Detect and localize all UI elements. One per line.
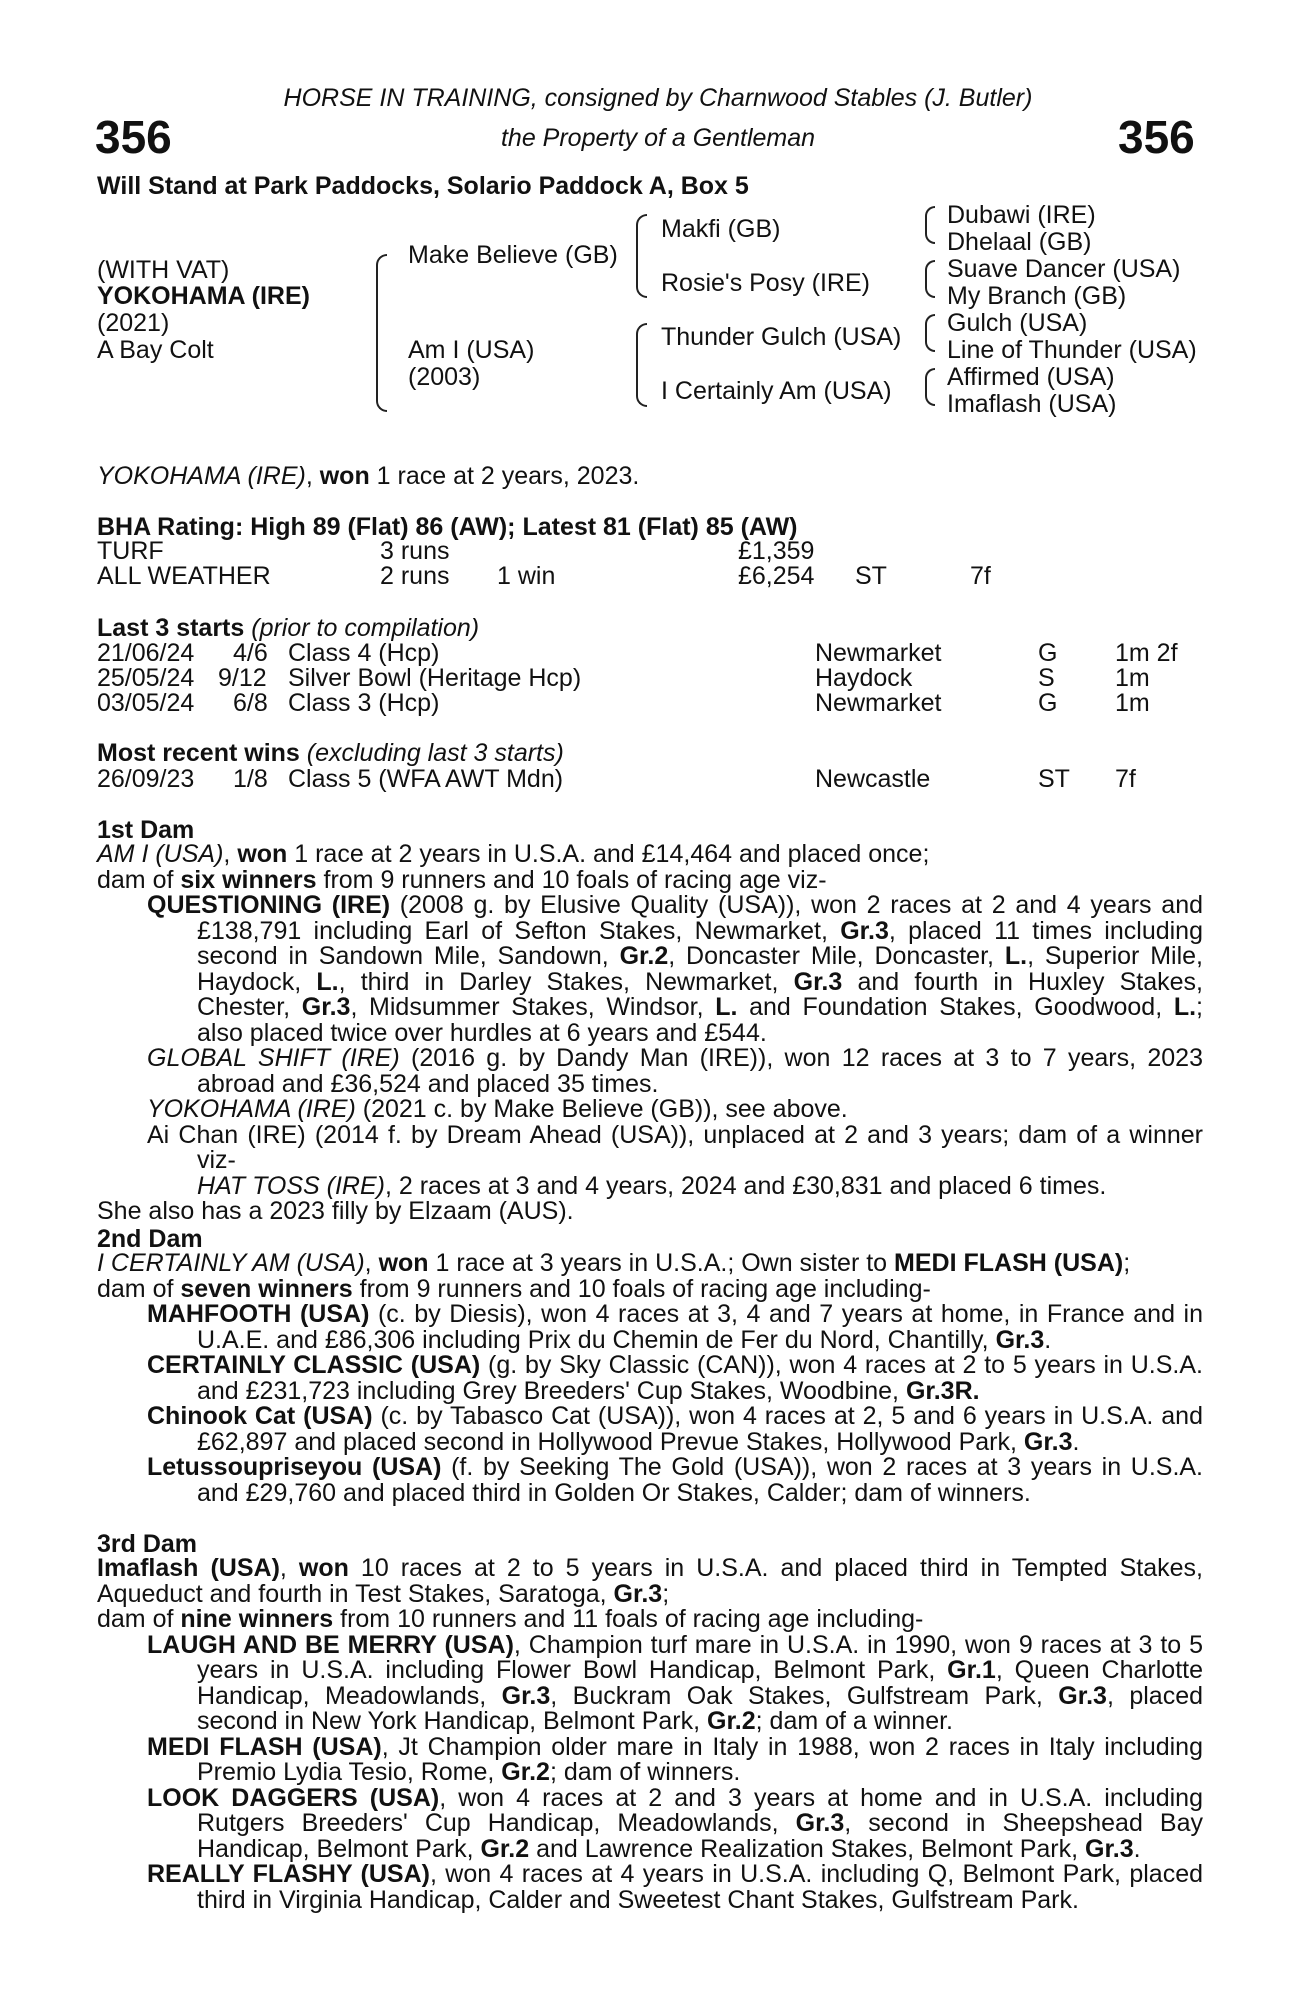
start-position: 9/12: [218, 664, 267, 692]
last-starts-heading: [97, 615, 479, 641]
start-course: Haydock: [815, 664, 913, 692]
produce-yokohama: [97, 1097, 1203, 1123]
win-going: ST: [1038, 765, 1070, 793]
dam1-record: 1 race at 2 years in U.S.A. and £14,464 and placed once;: [287, 840, 930, 868]
produce-laugh-and-be-merry: [97, 1630, 1204, 1735]
produce-name: LAUGH AND BE MERRY (USA): [147, 1630, 514, 1659]
grade: Gr.2: [619, 942, 669, 970]
recent-wins-note: (excluding last 3 starts): [299, 739, 564, 767]
produce-text: , Superior Mile, Haydock,: [197, 942, 1203, 996]
dam2-record: 1 race at 3 years in U.S.A.; Own sister to: [428, 1249, 895, 1277]
win-date: 26/09/23: [97, 765, 195, 793]
produce-name: CERTAINLY CLASSIC (USA): [147, 1351, 481, 1379]
start-going: S: [1038, 664, 1055, 692]
race-summary: YOKOHAMA (IRE), won 1 race at 2 years, 2023.: [97, 462, 640, 490]
rating-runs: 2 runs: [380, 562, 450, 590]
win-race: Class 5 (WFA AWT Mdn): [288, 765, 564, 793]
produce-text: , Buckram Oak Stakes, Gulfstream Park,: [550, 1681, 1059, 1710]
grade: L.: [1173, 993, 1197, 1021]
rating-runs: 3 runs: [380, 537, 450, 565]
produce-text: , placed second in New York Handicap, Belmont Park,: [197, 1681, 1203, 1735]
dam1-runners: from 9 runners and 10 foals of racing age viz-: [316, 865, 827, 894]
last-starts-title: Last 3 starts: [97, 614, 245, 642]
produce-text: , Jt Champion older mare in Italy in 1988, won 2 races in Italy including Premio Lydia Tesio, Rome,: [197, 1732, 1203, 1786]
dam3-section: Imaflash (USA), won 10 races at 2 to 5 years in U.S.A. and placed third in Tempted Stakes, Aqueduct and fourth in Test Stakes, Saratoga, Gr.3; dam of nine winners from 10 runners and 11 foals of racing age including- LAUGH AND BE MERRY (USA), Champion turf mare in U.S.A. in 1990, won 9 races at 3 to 5 years in U.S.A. including Flower Bowl Handicap, Belmont Park, Gr.1, Queen Charlotte Handicap, Meadowlands, Gr.3, Buckram Oak Stakes, Gulfstream Park, Gr.3, placed second in New York Handicap, Belmont Park, Gr.2; dam of a winner. MEDI FLASH (USA), Jt Champion older mare in Italy in 1988, won 2 races in Italy including Premio Lydia Tesio, Rome, Gr.2; dam of winners. LOOK DAGGERS (USA), won 4 races at 2 and 3 years at home and in U.S.A. including Rutgers Breeders' Cup Handicap, Meadowlands, Gr.3, second in Sheepshead Bay Handicap, Belmont Park, Gr.2 and Lawrence Realization Stakes, Belmont Park, Gr.3. REALLY FLASHY (USA), won 4 races at 4 years in U.S.A. including Q, Belmont Park, placed third in Virginia Handicap, Calder and Sweetest Chant Stakes, Gulfstream Park.: [97, 1554, 1204, 1914]
grade: Gr.3: [301, 993, 351, 1021]
sds: Suave Dancer (USA): [947, 255, 1181, 283]
produce-name: QUESTIONING (IRE): [147, 891, 391, 919]
punct: ;: [662, 1579, 670, 1608]
win-position: 1/8: [233, 765, 268, 793]
start-date: 21/06/24: [97, 639, 195, 667]
produce-text: , placed 11 times including second in Sandown Mile, Sandown,: [197, 916, 1203, 970]
produce-text: (2008 g. by Elusive Quality (USA)), won 2 races at 2 and 4 years and £138,791 including Earl of Sefton Stakes, Newmarket,: [197, 891, 1203, 945]
produce-look-daggers: [97, 1783, 1203, 1863]
start-race: Silver Bowl (Heritage Hcp): [288, 664, 582, 692]
recent-wins-heading: [97, 740, 564, 766]
produce-name: Chinook Cat (USA): [147, 1402, 373, 1430]
horse-year: (2021): [97, 309, 170, 337]
dsd: Line of Thunder (USA): [947, 336, 1197, 364]
grade: Gr.3: [1023, 1427, 1073, 1456]
produce-text: and Lawrence Realization Stakes, Belmont Park,: [529, 1834, 1085, 1863]
dam2-heading: 2nd Dam: [97, 1225, 203, 1253]
grade: Gr.3: [840, 916, 889, 945]
rating-surface: ALL WEATHER: [97, 562, 271, 590]
dam2-winners: seven winners: [180, 1274, 353, 1303]
produce-text: , Doncaster Mile, Doncaster,: [668, 942, 1005, 970]
produce-text: (f. by Seeking The Gold (USA)), won 2 races at 3 years in U.S.A. and £29,760 and placed third in Golden Or Stakes, Calder; dam of winners.: [197, 1453, 1204, 1507]
produce-text: , second in Sheepshead Bay Handicap, Belmont Park,: [197, 1809, 1203, 1863]
dam1-dam-of: dam of: [97, 865, 181, 894]
pedigree-bracket-3d: [925, 368, 935, 406]
grade: Gr.3: [795, 1809, 845, 1837]
grade: Gr.3: [793, 967, 843, 996]
summary-name: YOKOHAMA (IRE): [97, 462, 306, 490]
grade: L.: [1004, 942, 1028, 970]
produce-global-shift: [97, 1046, 1203, 1097]
grade: Gr.3: [995, 1325, 1045, 1354]
produce-text: , Queen Charlotte Handicap, Meadowlands,: [197, 1656, 1203, 1710]
produce-name: YOKOHAMA (IRE): [147, 1095, 356, 1123]
sire-name: Make Believe (GB): [408, 241, 618, 269]
start-distance: 1m 2f: [1115, 639, 1178, 667]
dam-name: Am I (USA): [408, 336, 535, 364]
dam3-name: Imaflash (USA): [97, 1554, 280, 1582]
start-distance: 1m: [1115, 689, 1150, 717]
produce-text: ; dam of a winner.: [755, 1707, 953, 1735]
produce-chinook-cat: [97, 1404, 1203, 1455]
dds: Affirmed (USA): [947, 363, 1115, 391]
dam2-name: I CERTAINLY AM (USA): [97, 1249, 365, 1277]
produce-name: GLOBAL SHIFT (IRE): [147, 1044, 400, 1072]
produce-text: (c. by Diesis), won 4 races at 3, 4 and 7 years at home, in France and in U.A.E. and £86,306 including Prix du Chemin de Fer du Nord, Chantilly,: [197, 1300, 1203, 1354]
produce-text: (2021 c. by Make Believe (GB)), see above.: [355, 1095, 848, 1123]
start-course: Newmarket: [815, 689, 942, 717]
punct: ;: [1123, 1249, 1131, 1277]
pedigree-bracket-2a: [636, 214, 647, 298]
produce-medi-flash: [97, 1732, 1203, 1786]
produce-text: , 2 races at 3 and 4 years, 2024 and £30,831 and placed 6 times.: [384, 1171, 1107, 1200]
grade: Gr.2: [480, 1834, 530, 1863]
consignor-line: HORSE IN TRAINING, consigned by Charnwood Stables (J. Butler): [283, 84, 1033, 112]
produce-text: , Champion turf mare in U.S.A. in 1990, won 9 races at 3 to 5 years in U.S.A. including Flower Bowl Handicap, Belmont Park,: [197, 1630, 1204, 1684]
last-starts-note: (prior to compilation): [244, 614, 480, 642]
lot-number-left: 356: [95, 111, 172, 163]
produce-questioning: [97, 893, 1203, 1046]
win-course: Newcastle: [815, 765, 931, 793]
start-date: 03/05/24: [97, 689, 195, 717]
produce-text: (g. by Sky Classic (CAN)), won 4 races at 2 to 5 years in U.S.A. and £231,723 including Grey Breeders' Cup Stakes, Woodbine,: [197, 1351, 1203, 1405]
produce-text: (2016 g. by Dandy Man (IRE)), won 12 races at 3 to 7 years, 2023 abroad and £36,524 and placed 35 times.: [197, 1044, 1203, 1098]
dss: Gulch (USA): [947, 309, 1088, 337]
dam2-dam-of: dam of: [97, 1274, 181, 1303]
start-going: G: [1038, 639, 1058, 667]
grade: L.: [715, 993, 738, 1021]
produce-text: ; dam of winners.: [549, 1758, 741, 1786]
start-race: Class 3 (Hcp): [288, 689, 440, 717]
punct: .: [1072, 1427, 1080, 1456]
produce-certainly-classic: [97, 1353, 1203, 1404]
produce-text: and fourth in Huxley Stakes, Chester,: [197, 967, 1203, 1021]
produce-ai-chan: [97, 1120, 1203, 1200]
start-course: Newmarket: [815, 639, 942, 667]
horse-description: A Bay Colt: [97, 336, 214, 364]
location-line: Will Stand at Park Paddocks, Solario Paddock A, Box 5: [97, 172, 749, 200]
dam3-heading: 3rd Dam: [97, 1530, 198, 1558]
grade: Gr.2: [501, 1758, 550, 1786]
produce-name: MEDI FLASH (USA): [147, 1732, 382, 1761]
dam-dam: I Certainly Am (USA): [661, 377, 892, 405]
start-position: 4/6: [233, 639, 268, 667]
produce-name: HAT TOSS (IRE): [197, 1171, 385, 1200]
produce-text: , Midsummer Stakes, Windsor,: [350, 993, 716, 1021]
rating-distance: 7f: [970, 562, 991, 590]
produce-text: , won 4 races at 4 years in U.S.A. including Q, Belmont Park, placed third in Virginia Handicap, Calder and Sweetest Chant Stakes, Gulfstream Park.: [197, 1860, 1203, 1914]
produce-name: LOOK DAGGERS (USA): [147, 1783, 440, 1812]
grade: Gr.3: [613, 1579, 663, 1608]
punct: .: [1133, 1834, 1141, 1863]
produce-name: REALLY FLASHY (USA): [147, 1860, 430, 1888]
rating-surface: TURF: [97, 537, 164, 565]
horse-name: YOKOHAMA (IRE): [97, 282, 310, 310]
produce-mahfooth: [97, 1302, 1203, 1353]
dam-year: (2003): [408, 363, 481, 391]
pedigree-bracket-2b: [636, 323, 647, 407]
rating-prize: £1,359: [738, 537, 815, 565]
rating-wins: 1 win: [497, 562, 556, 590]
produce-text: Ai Chan (IRE) (2014 f. by Dream Ahead (USA)), unplaced at 2 and 3 years; dam of a winner viz-: [147, 1120, 1203, 1174]
produce-name: Letussoupriseyou (USA): [147, 1453, 442, 1481]
dam-sire: Thunder Gulch (USA): [661, 323, 902, 351]
produce-text: and Foundation Stakes, Goodwood,: [737, 993, 1174, 1021]
produce-text: , won 4 races at 2 and 3 years at home and in U.S.A. including Rutgers Breeders' Cup Handicap, Meadowlands,: [197, 1783, 1203, 1837]
ssd: Dhelaal (GB): [947, 228, 1092, 256]
win-distance: 7f: [1115, 765, 1136, 793]
grade: Gr.2: [707, 1707, 756, 1735]
dam3-runners: from 10 runners and 11 foals of racing age including-: [333, 1605, 924, 1633]
rating-prize: £6,254: [738, 562, 815, 590]
dam1-heading: 1st Dam: [97, 816, 195, 844]
grade: Gr.3: [1085, 1834, 1134, 1863]
ddd: Imaflash (USA): [947, 390, 1117, 418]
pedigree-bracket-1: [376, 254, 387, 412]
produce-text: (c. by Tabasco Cat (USA)), won 4 races at 2, 5 and 6 years in U.S.A. and £62,897 and placed second in Hollywood Prevue Stakes, Hollywood Park,: [197, 1402, 1203, 1456]
sss: Dubawi (IRE): [947, 201, 1096, 229]
dam2-won: won: [378, 1249, 429, 1277]
produce-really-flashy: [97, 1862, 1203, 1913]
pedigree-bracket-3a: [925, 206, 935, 244]
dam3-dam-of: dam of: [97, 1605, 181, 1633]
dam3-won: won: [298, 1554, 349, 1582]
dam3-record: 10 races at 2 to 5 years in U.S.A. and placed third in Tempted Stakes, Aqueduct and fourth in Test Stakes, Saratoga,: [97, 1554, 1203, 1608]
dam2-sister: MEDI FLASH (USA): [894, 1249, 1124, 1277]
pedigree-bracket-3c: [925, 314, 935, 352]
produce-name: MAHFOOTH (USA): [147, 1300, 370, 1328]
start-position: 6/8: [233, 689, 268, 717]
dam2-section: I CERTAINLY AM (USA), won 1 race at 3 years in U.S.A.; Own sister to MEDI FLASH (USA); dam of seven winners from 9 runners and 10 foals of racing age including- MAHFOOTH (USA) (c. by Diesis), won 4 races at 3, 4 and 7 years at home, in France and in U.A.E. and £86,306 including Prix du Chemin de Fer du Nord, Chantilly, Gr.3. CERTAINLY CLASSIC (USA) (g. by Sky Classic (CAN)), won 4 races at 2 to 5 years in U.S.A. and £231,723 including Grey Breeders' Cup Stakes, Woodbine, Gr.3R. Chinook Cat (USA) (c. by Tabasco Cat (USA)), won 4 races at 2, 5 and 6 years in U.S.A. and £62,897 and placed second in Hollywood Prevue Stakes, Hollywood Park, Gr.3. Letussoupriseyou (USA) (f. by Seeking The Gold (USA)), won 2 races at 3 years in U.S.A. and £29,760 and placed third in Golden Or Stakes, Calder; dam of winners.: [97, 1249, 1204, 1507]
summary-won: won: [319, 462, 370, 490]
lot-number-right: 356: [1118, 111, 1195, 163]
rating-going: ST: [855, 562, 887, 590]
sdd: My Branch (GB): [947, 282, 1127, 310]
dam2-runners: from 9 runners and 10 foals of racing age including-: [352, 1274, 931, 1303]
pedigree-bracket-3b: [925, 260, 935, 298]
rating-heading: BHA Rating: High 89 (Flat) 86 (AW); Latest 81 (Flat) 85 (AW): [97, 513, 798, 541]
grade: L.: [316, 967, 339, 996]
produce-text: , third in Darley Stakes, Newmarket,: [338, 967, 794, 996]
recent-wins-title: Most recent wins: [97, 739, 300, 767]
vat-note: (WITH VAT): [97, 256, 230, 284]
grade: Gr.3R.: [905, 1376, 980, 1405]
summary-rest: 1 race at 2 years, 2023.: [369, 462, 640, 490]
start-distance: 1m: [1115, 664, 1150, 692]
dam1-also-note: She also has a 2023 filly by Elzaam (AUS).: [97, 1197, 574, 1225]
produce-letussoupriseyou: [97, 1455, 1203, 1506]
start-going: G: [1038, 689, 1058, 717]
sire-sire: Makfi (GB): [661, 215, 781, 243]
start-race: Class 4 (Hcp): [288, 639, 440, 667]
sire-dam: Rosie's Posy (IRE): [661, 269, 870, 297]
dam1-name: AM I (USA): [97, 840, 224, 868]
punct: .: [1044, 1325, 1052, 1354]
property-line: the Property of a Gentleman: [500, 124, 816, 152]
dam1-section: AM I (USA), won 1 race at 2 years in U.S.A. and £14,464 and placed once; dam of six winners from 9 runners and 10 foals of racing age viz- QUESTIONING (IRE) (2008 g. by Elusive Quality (USA)), won 2 races at 2 and 4 years and £138,791 including Earl of Sefton Stakes, Newmarket, Gr.3, placed 11 times including second in Sandown Mile, Sandown, Gr.2, Doncaster Mile, Doncaster, L., Superior Mile, Haydock, L., third in Darley Stakes, Newmarket, Gr.3 and fourth in Huxley Stakes, Chester, Gr.3, Midsummer Stakes, Windsor, L. and Foundation Stakes, Goodwood, L.; also placed twice over hurdles at 6 years and £544. GLOBAL SHIFT (IRE) (2016 g. by Dandy Man (IRE)), won 12 races at 3 to 7 years, 2023 abroad and £36,524 and placed 35 times. YOKOHAMA (IRE) (2021 c. by Make Believe (GB)), see above. Ai Chan (IRE) (2014 f. by Dream Ahead (USA)), unplaced at 2 and 3 years; dam of a winner viz- HAT TOSS (IRE), 2 races at 3 and 4 years, 2024 and £30,831 and placed 6 times. She also has a 2023 filly by Elzaam (AUS).: [97, 840, 1203, 1225]
start-date: 25/05/24: [97, 664, 195, 692]
grade: Gr.3: [501, 1681, 551, 1710]
produce-text: ; also placed twice over hurdles at 6 years and £544.: [197, 993, 1203, 1047]
grade: Gr.3: [1058, 1681, 1107, 1710]
dam1-winners: six winners: [180, 865, 317, 894]
dam3-winners: nine winners: [180, 1605, 334, 1633]
grade: Gr.1: [947, 1656, 996, 1684]
dam1-won: won: [237, 840, 288, 868]
